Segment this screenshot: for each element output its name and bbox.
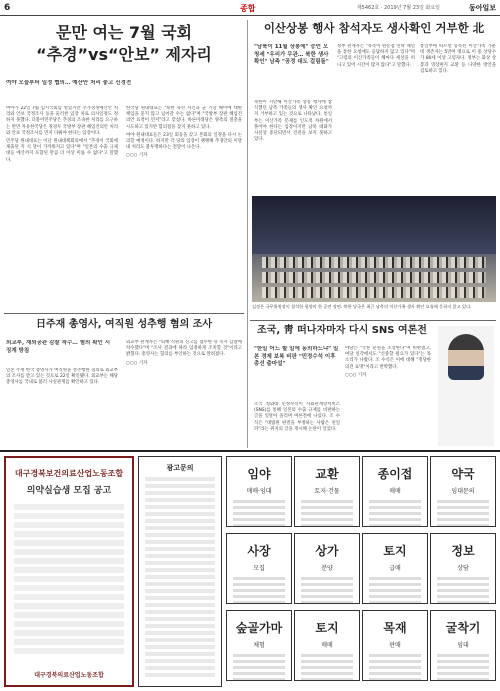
classified-ad-title: 숲골가마 xyxy=(235,621,283,635)
classified-ad-title: 토지 xyxy=(383,544,407,558)
left-story-headline-block xyxy=(6,22,242,76)
right-story2-kicker: "한일 어느 할 일에 동의하느냐" 일본 경제 보복 비판 "민정수석 이후 총선 출마설" xyxy=(254,346,339,367)
photo-audience-row xyxy=(262,287,486,298)
classified-ad-subtitle: 체험 xyxy=(253,642,265,649)
banner-ad-footer: 대구경북의료산업노동조합 xyxy=(34,672,104,679)
classified-ad xyxy=(430,456,496,527)
classified-ad xyxy=(294,533,360,604)
classified-ad-subtitle: 매매·임대 xyxy=(246,488,272,495)
right-story-body-col1 xyxy=(254,100,332,192)
right-story-body-col3 xyxy=(420,44,496,192)
classified-ad-subtitle: 분양 xyxy=(321,565,333,572)
classified-ad xyxy=(226,610,292,681)
classified-ad-title: 종이접 xyxy=(377,467,413,481)
classified-ad-body xyxy=(301,654,353,681)
right-story2-paragraph: 야당은 "국론 분열을 조장한다"며 비판했고, 여당 일각에서도 "신중할 필요가 있다"는 목소리가 나왔다. 조 수석은 이에 대해 "정당한 의견 표명"이라고 반박했다. xyxy=(345,346,431,370)
notice-ad-title: 광고문의 xyxy=(166,464,194,472)
classified-ad-body xyxy=(369,577,421,604)
classified-ad-body xyxy=(437,577,489,604)
notice-ad xyxy=(138,456,222,687)
portrait-photo xyxy=(448,334,484,380)
banner-ad-body xyxy=(14,504,124,654)
banner-ad-title: 대구경북보건의료산업노동조합 xyxy=(14,469,124,478)
ad-section-divider xyxy=(0,450,500,452)
classified-ad-body xyxy=(233,500,285,527)
left-story2-headline: 日주재 총영사, 여직원 성추행 혐의 조사 xyxy=(35,319,213,330)
right-story-body-col2 xyxy=(337,44,415,192)
left-story2-byline: ○○○ 기자 xyxy=(126,360,148,366)
photo-stage xyxy=(252,196,496,254)
classified-ad xyxy=(226,456,292,527)
right-story2-body-col1 xyxy=(254,402,340,446)
right-story-kicker: "남북이 11월 상봉에" 증언 오청세 "우리가 무관… 북한 생사 확인" 남측 "공정 대도 걸림돌" xyxy=(254,44,329,65)
divider xyxy=(250,320,496,321)
right-story-paragraph: 통일부에 따르면 등록된 이산가족 가운데 생존자는 5만여 명으로 이 중 상당수가 80세 이상 고령자다. 정부는 화상 상봉과 영상편지 교환 등 다양한 방안을 검토하고 있다. xyxy=(420,44,496,74)
portrait-sidebar xyxy=(438,326,494,446)
notice-ad-body xyxy=(145,477,215,677)
left-story2-paragraph: 일본 주재 한국 총영사가 여직원을 성추행한 혐의로 외교부의 조사를 받고 있는 것으로 22일 확인됐다. 외교부는 해당 총영사를 국내로 불러 사실관계를 확인하고 있다. xyxy=(6,368,118,386)
classified-ad-subtitle: 모집 xyxy=(253,565,265,572)
banner-ad-subtitle: 의약실습생 모집 공고 xyxy=(26,486,112,496)
classified-ad-body xyxy=(437,654,489,681)
classified-ad-subtitle: 임대 xyxy=(457,642,469,649)
left-story-body-col1 xyxy=(6,106,118,306)
photo-caption: 김정은 국무위원장이 참석한 평양의 한 공연 장면. 북한 당국은 최근 남측의 이산가족 생사 확인 요청에 응하지 않고 있다. xyxy=(252,304,472,309)
photo-audience-row xyxy=(262,257,486,268)
right-story2-paragraph: 조국 청와대 민정수석이 사회관계망서비스(SNS)를 통해 일본의 수출 규제를 비판하는 글을 잇달아 올리며 여론전에 나섰다. 조 수석은 "대법원 판결을 부정하는 사람은 친일파"라는 취지의 글을 게시해 논란이 일었다. xyxy=(254,402,340,432)
classified-ad xyxy=(226,533,292,604)
news-photo xyxy=(252,196,496,302)
classified-ad xyxy=(362,610,428,681)
banner-ad xyxy=(4,456,134,687)
classified-ad-subtitle: 임대문의 xyxy=(451,488,475,495)
right-story2-headline: 조국, 靑 떠나자마자 다시 SNS 여론전 xyxy=(257,325,427,336)
left-story2-paragraph: 외교부 관계자는 "피해 직원의 신고를 접수한 뒤 즉시 감찰에 착수했다"며 "조사 결과에 따라 엄정하게 조치할 것"이라고 밝혔다. 총영사는 혐의를 부인하는 것으로 알려졌다. xyxy=(126,340,242,358)
classified-ad-title: 굴착기 xyxy=(445,621,481,635)
left-story-body-col2 xyxy=(126,106,242,306)
left-story-paragraph: 한국당 원내대표는 "북한 목선 사건과 군 기강 해이에 대한 책임을 묻지 않고 넘어갈 수는 없다"며 "국방부 장관 해임건의안 표결이 먼저"라고 맞섰다. 바른미래당은 양측의 절충을 시도하고 있지만 합의점을 찾지 못하고 있다. xyxy=(126,106,242,130)
classified-ad xyxy=(430,533,496,604)
right-story-paragraph: 정부 관계자는 "북측이 판문점 연락 채널을 통한 요청에도 응답하지 않고 있다"며 "고령의 이산가족들이 해마다 세상을 떠나고 있어 시간이 많지 않다"고 말했다. xyxy=(337,44,415,68)
left-story-paragraph: 여야 원내대표들은 23일 회동을 갖고 본회의 일정을 다시 논의할 예정이다. 하지만 각 당의 입장이 팽팽해 추경안의 이달 내 처리도 불투명하다는 전망이 나온다. xyxy=(126,132,242,151)
classified-ad-body xyxy=(233,654,285,681)
classified-ad-title: 교환 xyxy=(315,467,339,481)
classified-ad-subtitle: 상담 xyxy=(457,565,469,572)
left-story2-body-col1 xyxy=(6,368,118,446)
classified-ad xyxy=(430,610,496,681)
classified-ad-subtitle: 매매 xyxy=(389,488,401,495)
classified-ad-body xyxy=(437,500,489,527)
classified-ad xyxy=(294,610,360,681)
left-story-byline: ○○○ 기자 xyxy=(126,153,148,159)
page-masthead xyxy=(0,0,500,16)
left-story-headline-2: “추경”vs“안보” 제자리 xyxy=(36,45,212,64)
classified-ad-title: 임야 xyxy=(247,467,271,481)
classified-ad-subtitle: 급매 xyxy=(389,565,401,572)
left-story2-body-col2 xyxy=(126,340,242,446)
left-story-kicker: 여야 오늘부터 일정 협의… 예산안 처리 놓고 신경전 xyxy=(6,80,132,86)
classified-ad xyxy=(362,533,428,604)
divider xyxy=(4,313,244,314)
right-story2-byline: ○○○ 기자 xyxy=(345,372,367,378)
photo-audience-row xyxy=(262,272,486,283)
classified-ad-title: 토지 xyxy=(315,621,339,635)
classified-ad-title: 목재 xyxy=(383,621,407,635)
page-number: 6 xyxy=(4,3,11,13)
right-story-headline: 이산상봉 행사 참석자도 생사확인 거부한 北 xyxy=(263,21,485,35)
classified-ad xyxy=(362,456,428,527)
classified-ad-title: 정보 xyxy=(451,544,475,558)
left-story-paragraph: 민주당 원내대표는 이날 원내대책회의에서 "추경이 국회에 제출된 지 석 달이 가까워지고 있다"며 "일본의 수출 규제 대응 예산까지 포함된 만큼 더 이상 미룰 수 없다"고 말했다. xyxy=(6,139,118,163)
newspaper-brand: 동아일보 xyxy=(468,4,496,12)
classified-ad-body xyxy=(369,500,421,527)
classified-ad-body xyxy=(301,500,353,527)
section-label: 종합 xyxy=(240,4,256,13)
classified-ad xyxy=(294,456,360,527)
left-story-headline-1: 문만 여는 7월 국회 xyxy=(55,23,193,42)
column-divider xyxy=(247,20,248,448)
classified-ad-body xyxy=(301,577,353,604)
classified-ad-subtitle: 토지·건물 xyxy=(314,488,340,495)
classified-ad-title: 약국 xyxy=(451,467,475,481)
classified-ad-subtitle: 매매 xyxy=(321,642,333,649)
left-story-paragraph: 여야가 22일 7월 임시국회를 열었지만 추가경정예산안 처리와 안보 국정조사 등을 둘러싼 입장 차로 의사일정도 정하지 못했다. 더불어민주당은 추경의 조속한 처리를 요구하는 반면 자유한국당은 정경두 국방부 장관 해임건의안 처리와 안보 국정조사를 먼저 다뤄야 한다는 입장이다. xyxy=(6,106,118,136)
left-story2-kicker: 외교부, 재외공관 감찰 착수… 혐의 확인 시 징계 방침 xyxy=(6,340,111,354)
classified-ad-body xyxy=(369,654,421,681)
right-story2-body-col2 xyxy=(345,346,431,446)
classified-ad-body xyxy=(233,577,285,604)
classified-ad-title: 사장 xyxy=(247,544,271,558)
issue-meta: 제5462호 · 2019년 7월 23일 화요일 xyxy=(356,5,440,11)
classified-ad-title: 상가 xyxy=(315,544,339,558)
classified-ad-subtitle: 판매 xyxy=(389,642,401,649)
right-story-paragraph: 북한이 지난해 이산가족 상봉 행사에 참석했던 남측 가족들의 생사 확인 요청까지 거부하고 있는 것으로 나타났다. 통일부는 이산가족 문제를 인도적 차원에서 풀어야 한다는 입장이지만 남북 대화가 사실상 중단되면서 진전을 보지 못하고 있다. xyxy=(254,100,332,143)
